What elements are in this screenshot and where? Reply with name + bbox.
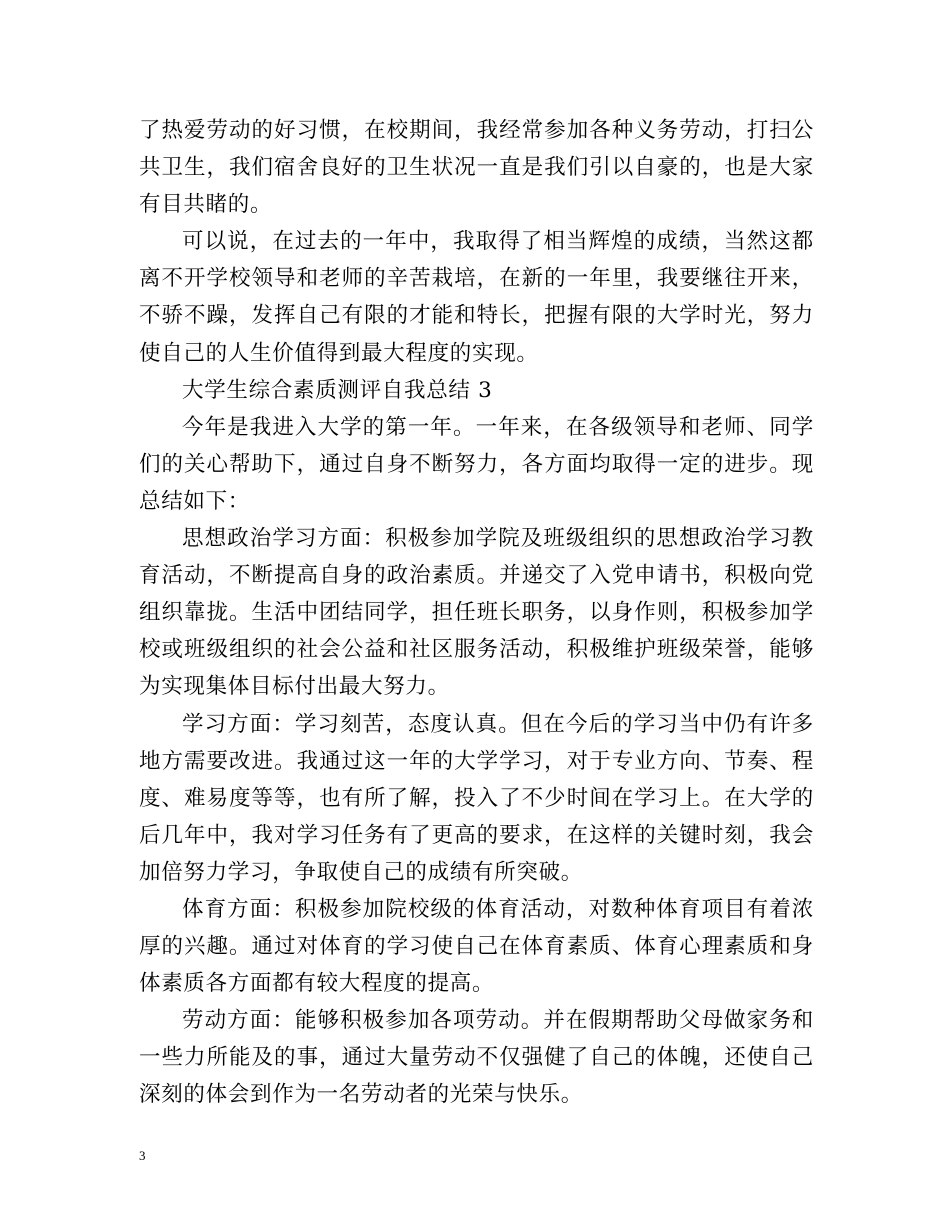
paragraph-politics: 思想政治学习方面：积极参加学院及班级组织的思想政治学习教育活动，不断提高自身的政治素质。并递交了入党申请书，积极向党组织靠拢。生活中团结同学，担任班长职务，以身作则，积极参加学校或班级组织的社会公益和社区服务活动，积极维护班级荣誉，能够为实现集体目标付出最大努力。 (139, 526, 814, 700)
document-body (139, 112, 814, 1114)
paragraph-2: 可以说，在过去的一年中，我取得了相当辉煌的成绩，当然这都离不开学校领导和老师的辛苦栽培，在新的一年里，我要继往开来，不骄不躁，发挥自己有限的才能和特长，把握有限的大学时光，努力使自己的人生价值得到最大程度的实现。 (139, 229, 814, 366)
paragraph-labor: 劳动方面：能够积极参加各项劳动。并在假期帮助父母做家务和一些力所能及的事，通过大量劳动不仅强健了自己的体魄，还使自己深刻的体会到作为一名劳动者的光荣与快乐。 (139, 1008, 814, 1108)
paragraph-study: 学习方面：学习刻苦，态度认真。但在今后的学习当中仍有许多地方需要改进。我通过这一年的大学学习，对于专业方向、节奏、程度、难易度等等，也有所了解，投入了不少时间在学习上。在大学的后几年中，我对学习任务有了更高的要求，在这样的关键时刻，我会加倍努力学习，争取使自己的成绩有所突破。 (139, 711, 814, 885)
paragraph-sports: 体育方面：积极参加院校级的体育活动，对数种体育项目有着浓厚的兴趣。通过对体育的学习使自己在体育素质、体育心理素质和身体素质各方面都有较大程度的提高。 (139, 896, 814, 997)
paragraph-1: 了热爱劳动的好习惯，在校期间，我经常参加各种义务劳动，打扫公共卫生，我们宿舍良好的卫生状况一直是我们引以自豪的，也是大家有目共睹的。 (139, 118, 814, 218)
paragraph-intro: 今年是我进入大学的第一年。一年来，在各级领导和老师、同学们的关心帮助下，通过自身不断努力，各方面均取得一定的进步。现总结如下： (139, 414, 814, 514)
page-number: 3 (139, 1148, 146, 1163)
section-heading: 大学生综合素质测评自我总结 3 (182, 377, 493, 403)
